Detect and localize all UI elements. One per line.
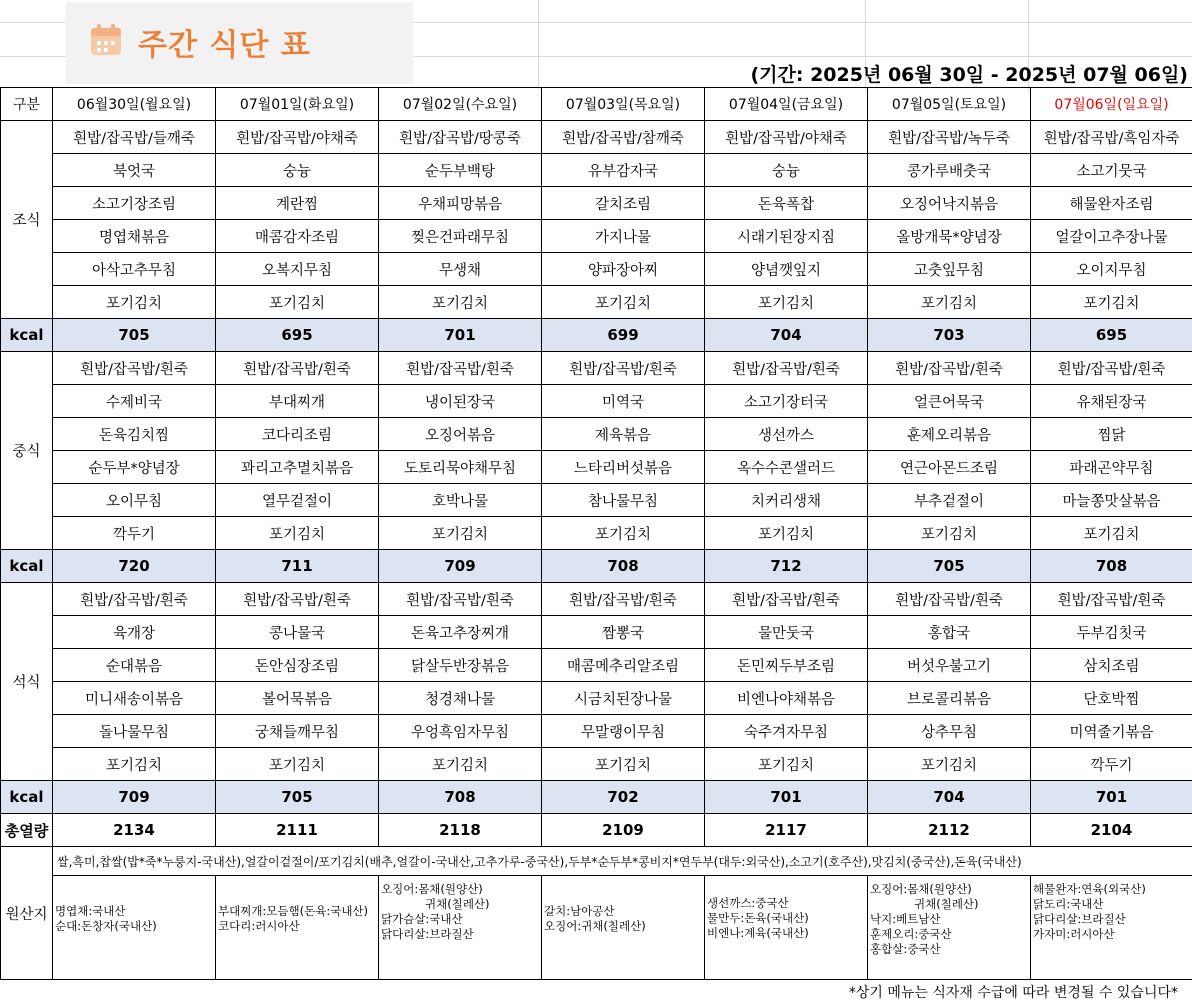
menu-cell: 치커리생채 bbox=[705, 484, 868, 517]
origin-day-cell bbox=[705, 876, 868, 980]
origin-line: 귀채(칠레산) bbox=[425, 897, 490, 911]
menu-cell: 소고기장조림 bbox=[53, 187, 216, 220]
menu-cell: 오징어낙지볶음 bbox=[868, 187, 1031, 220]
menu-cell: 계란찜 bbox=[216, 187, 379, 220]
menu-cell: 흰밥/잡곡밥/흰죽 bbox=[868, 583, 1031, 616]
menu-cell: 매콤감자조림 bbox=[216, 220, 379, 253]
origin-common-row bbox=[1, 847, 1192, 876]
menu-cell: 미역국 bbox=[542, 385, 705, 418]
menu-row bbox=[1, 517, 1192, 550]
origin-line: 훈제오리:중국산 bbox=[870, 927, 952, 941]
menu-cell: 포기김치 bbox=[705, 517, 868, 550]
menu-cell: 순대볶음 bbox=[53, 649, 216, 682]
total-value: 2134 bbox=[53, 814, 216, 847]
kcal-value: 701 bbox=[379, 319, 542, 352]
origin-line: 명엽채:국내산 bbox=[55, 904, 126, 918]
origin-day-cell bbox=[379, 876, 542, 980]
menu-cell: 포기김치 bbox=[53, 748, 216, 781]
menu-cell: 버섯우불고기 bbox=[868, 649, 1031, 682]
menu-row bbox=[1, 715, 1192, 748]
menu-row bbox=[1, 748, 1192, 781]
menu-cell: 포기김치 bbox=[1031, 286, 1192, 319]
origin-line: 닭가슴살:국내산 bbox=[381, 912, 463, 926]
origin-line: 닭다리살:브라질산 bbox=[1033, 912, 1126, 926]
menu-cell: 흰밥/잡곡밥/흰죽 bbox=[53, 352, 216, 385]
menu-cell: 짬뽕국 bbox=[542, 616, 705, 649]
origin-day-cell bbox=[1031, 876, 1192, 980]
menu-cell: 청경채나물 bbox=[379, 682, 542, 715]
menu-cell: 돌나물무침 bbox=[53, 715, 216, 748]
menu-cell: 가지나물 bbox=[542, 220, 705, 253]
origin-day-row bbox=[1, 876, 1192, 980]
kcal-value: 720 bbox=[53, 550, 216, 583]
kcal-value: 695 bbox=[1031, 319, 1192, 352]
menu-cell: 도토리묵야채무침 bbox=[379, 451, 542, 484]
menu-cell: 순두부*양념장 bbox=[53, 451, 216, 484]
menu-cell: 오징어볶음 bbox=[379, 418, 542, 451]
menu-row bbox=[1, 583, 1192, 616]
menu-cell: 브로콜리볶음 bbox=[868, 682, 1031, 715]
menu-cell: 유채된장국 bbox=[1031, 385, 1192, 418]
title-banner bbox=[66, 2, 413, 84]
menu-cell: 흰밥/잡곡밥/야채죽 bbox=[705, 121, 868, 154]
total-value: 2111 bbox=[216, 814, 379, 847]
menu-cell: 돈육김치찜 bbox=[53, 418, 216, 451]
menu-cell: 포기김치 bbox=[542, 517, 705, 550]
menu-row bbox=[1, 352, 1192, 385]
menu-cell: 찜닭 bbox=[1031, 418, 1192, 451]
day-header: 06월30일(월요일) bbox=[53, 88, 216, 121]
menu-cell: 흰밥/잡곡밥/흰죽 bbox=[379, 352, 542, 385]
menu-cell: 소고기뭇국 bbox=[1031, 154, 1192, 187]
kcal-value: 708 bbox=[379, 781, 542, 814]
menu-cell: 흰밥/잡곡밥/흰죽 bbox=[1031, 583, 1192, 616]
footnote: *상기 메뉴는 식자재 수급에 따라 변경될 수 있습니다* bbox=[848, 985, 1178, 1001]
menu-cell: 얼큰어묵국 bbox=[868, 385, 1031, 418]
menu-cell: 포기김치 bbox=[216, 748, 379, 781]
menu-cell: 흰밥/잡곡밥/흰죽 bbox=[542, 583, 705, 616]
menu-cell: 올방개묵*양념장 bbox=[868, 220, 1031, 253]
menu-cell: 포기김치 bbox=[216, 517, 379, 550]
kcal-value: 708 bbox=[542, 550, 705, 583]
period-range: (기간: 2025년 06월 30일 - 2025년 07월 06일) bbox=[750, 64, 1188, 86]
menu-cell: 상추무침 bbox=[868, 715, 1031, 748]
menu-row bbox=[1, 220, 1192, 253]
menu-cell: 매콤메추리알조림 bbox=[542, 649, 705, 682]
menu-cell: 찢은건파래무침 bbox=[379, 220, 542, 253]
day-header: 07월04일(금요일) bbox=[705, 88, 868, 121]
menu-cell: 해물완자조림 bbox=[1031, 187, 1192, 220]
menu-cell: 호박나물 bbox=[379, 484, 542, 517]
menu-cell: 생선까스 bbox=[705, 418, 868, 451]
menu-cell: 흰밥/잡곡밥/흰죽 bbox=[379, 583, 542, 616]
menu-cell: 볼어묵볶음 bbox=[216, 682, 379, 715]
menu-cell: 궁채들깨무침 bbox=[216, 715, 379, 748]
origin-day-cell bbox=[53, 876, 216, 980]
weekly-menu-table bbox=[0, 87, 1192, 980]
menu-cell: 닭살두반장볶음 bbox=[379, 649, 542, 682]
menu-cell: 소고기장터국 bbox=[705, 385, 868, 418]
origin-line: 귀채(칠레산) bbox=[914, 897, 979, 911]
menu-cell: 흰밥/잡곡밥/땅콩죽 bbox=[379, 121, 542, 154]
menu-cell: 훈제오리볶음 bbox=[868, 418, 1031, 451]
kcal-value: 703 bbox=[868, 319, 1031, 352]
day-header: 07월05일(토요일) bbox=[868, 88, 1031, 121]
menu-cell: 옥수수콘샐러드 bbox=[705, 451, 868, 484]
menu-cell: 흰밥/잡곡밥/흰죽 bbox=[542, 352, 705, 385]
kcal-value: 705 bbox=[53, 319, 216, 352]
total-value: 2104 bbox=[1031, 814, 1192, 847]
menu-cell: 파래곤약무침 bbox=[1031, 451, 1192, 484]
origin-line: 홍합살:중국산 bbox=[870, 942, 941, 956]
menu-row bbox=[1, 484, 1192, 517]
kcal-value: 701 bbox=[1031, 781, 1192, 814]
origin-day-cell bbox=[868, 876, 1031, 980]
menu-cell: 미니새송이볶음 bbox=[53, 682, 216, 715]
origin-line: 코다리:러시아산 bbox=[218, 919, 300, 933]
origin-label: 원산지 bbox=[1, 847, 53, 980]
header-row bbox=[1, 88, 1192, 121]
kcal-value: 708 bbox=[1031, 550, 1192, 583]
menu-row bbox=[1, 385, 1192, 418]
kcal-value: 711 bbox=[216, 550, 379, 583]
menu-cell: 돈안심장조림 bbox=[216, 649, 379, 682]
day-header: 07월02일(수요일) bbox=[379, 88, 542, 121]
menu-cell: 콩나물국 bbox=[216, 616, 379, 649]
origin-line: 닭다리살:브라질산 bbox=[381, 927, 474, 941]
menu-cell: 포기김치 bbox=[379, 517, 542, 550]
menu-row bbox=[1, 121, 1192, 154]
menu-cell: 숭늉 bbox=[705, 154, 868, 187]
kcal-label: kcal bbox=[1, 319, 53, 352]
kcal-value: 702 bbox=[542, 781, 705, 814]
menu-row bbox=[1, 616, 1192, 649]
origin-line: 갈치:남아공산 bbox=[544, 904, 615, 918]
menu-cell: 포기김치 bbox=[705, 748, 868, 781]
origin-day-cell bbox=[216, 876, 379, 980]
menu-cell: 얼갈이고추장나물 bbox=[1031, 220, 1192, 253]
menu-cell: 흰밥/잡곡밥/흰죽 bbox=[216, 352, 379, 385]
menu-cell: 수제비국 bbox=[53, 385, 216, 418]
menu-cell: 포기김치 bbox=[379, 748, 542, 781]
menu-row bbox=[1, 253, 1192, 286]
menu-cell: 흰밥/잡곡밥/흰죽 bbox=[705, 352, 868, 385]
total-value: 2109 bbox=[542, 814, 705, 847]
menu-cell: 삼치조림 bbox=[1031, 649, 1192, 682]
menu-cell: 느타리버섯볶음 bbox=[542, 451, 705, 484]
dinner-label: 석식 bbox=[1, 583, 53, 781]
menu-cell: 양파장아찌 bbox=[542, 253, 705, 286]
menu-cell: 비엔나야채볶음 bbox=[705, 682, 868, 715]
menu-cell: 포기김치 bbox=[868, 517, 1031, 550]
kcal-label: kcal bbox=[1, 781, 53, 814]
menu-row bbox=[1, 682, 1192, 715]
menu-cell: 두부김칫국 bbox=[1031, 616, 1192, 649]
menu-cell: 흰밥/잡곡밥/흰죽 bbox=[1031, 352, 1192, 385]
menu-cell: 숙주겨자무침 bbox=[705, 715, 868, 748]
kcal-value: 699 bbox=[542, 319, 705, 352]
origin-line: 오징어:몸채(원양산) bbox=[381, 882, 483, 896]
origin-line: 오징어:귀채(칠레산) bbox=[544, 919, 646, 933]
total-label: 총열량 bbox=[1, 814, 53, 847]
menu-cell: 명엽채볶음 bbox=[53, 220, 216, 253]
kcal-value: 704 bbox=[868, 781, 1031, 814]
menu-cell: 물만둣국 bbox=[705, 616, 868, 649]
category-header: 구분 bbox=[1, 88, 53, 121]
menu-cell: 깍두기 bbox=[1031, 748, 1192, 781]
menu-cell: 흰밥/잡곡밥/흑임자죽 bbox=[1031, 121, 1192, 154]
kcal-label: kcal bbox=[1, 550, 53, 583]
menu-cell: 연근아몬드조림 bbox=[868, 451, 1031, 484]
menu-cell: 우엉흑임자무침 bbox=[379, 715, 542, 748]
breakfast-kcal-row bbox=[1, 319, 1192, 352]
menu-cell: 아삭고추무침 bbox=[53, 253, 216, 286]
menu-cell: 미역줄기볶음 bbox=[1031, 715, 1192, 748]
origin-line: 해물완자:연육(외국산) bbox=[1033, 882, 1146, 896]
total-kcal-row bbox=[1, 814, 1192, 847]
menu-cell: 흰밥/잡곡밥/흰죽 bbox=[705, 583, 868, 616]
menu-cell: 돈육고추장찌개 bbox=[379, 616, 542, 649]
kcal-value: 709 bbox=[379, 550, 542, 583]
origin-line: 부대찌개:모듬햄(돈육:국내산) bbox=[218, 904, 369, 918]
menu-cell: 무말랭이무침 bbox=[542, 715, 705, 748]
menu-cell: 포기김치 bbox=[705, 286, 868, 319]
menu-cell: 흰밥/잡곡밥/야채죽 bbox=[216, 121, 379, 154]
menu-cell: 참나물무침 bbox=[542, 484, 705, 517]
menu-cell: 흰밥/잡곡밥/흰죽 bbox=[216, 583, 379, 616]
menu-cell: 양념깻잎지 bbox=[705, 253, 868, 286]
origin-line: 오징어:몸채(원양산) bbox=[870, 882, 972, 896]
menu-cell: 포기김치 bbox=[379, 286, 542, 319]
kcal-value: 695 bbox=[216, 319, 379, 352]
origin-line: 물만두:돈육(국내산) bbox=[707, 911, 809, 925]
menu-cell: 고춧잎무침 bbox=[868, 253, 1031, 286]
menu-row bbox=[1, 154, 1192, 187]
menu-cell: 포기김치 bbox=[868, 748, 1031, 781]
page-title: 주간 식단 표 bbox=[138, 28, 311, 63]
menu-cell: 깍두기 bbox=[53, 517, 216, 550]
kcal-value: 712 bbox=[705, 550, 868, 583]
total-value: 2117 bbox=[705, 814, 868, 847]
menu-cell: 제육볶음 bbox=[542, 418, 705, 451]
menu-cell: 오이지무침 bbox=[1031, 253, 1192, 286]
kcal-value: 705 bbox=[868, 550, 1031, 583]
day-header: 07월01일(화요일) bbox=[216, 88, 379, 121]
kcal-value: 705 bbox=[216, 781, 379, 814]
menu-cell: 돈육폭찹 bbox=[705, 187, 868, 220]
menu-cell: 육개장 bbox=[53, 616, 216, 649]
menu-cell: 흰밥/잡곡밥/흰죽 bbox=[868, 352, 1031, 385]
menu-cell: 포기김치 bbox=[53, 286, 216, 319]
menu-cell: 흰밥/잡곡밥/흰죽 bbox=[53, 583, 216, 616]
menu-cell: 돈민찌두부조림 bbox=[705, 649, 868, 682]
menu-cell: 포기김치 bbox=[542, 286, 705, 319]
kcal-value: 701 bbox=[705, 781, 868, 814]
menu-cell: 홍합국 bbox=[868, 616, 1031, 649]
menu-cell: 시래기된장지짐 bbox=[705, 220, 868, 253]
menu-cell: 포기김치 bbox=[1031, 517, 1192, 550]
menu-cell: 갈치조림 bbox=[542, 187, 705, 220]
kcal-value: 704 bbox=[705, 319, 868, 352]
menu-cell: 순두부백탕 bbox=[379, 154, 542, 187]
menu-cell: 마늘쫑맛살볶음 bbox=[1031, 484, 1192, 517]
menu-row bbox=[1, 286, 1192, 319]
day-header: 07월06일(일요일) bbox=[1031, 88, 1192, 121]
origin-line: 순대:돈창자(국내산) bbox=[55, 919, 157, 933]
dinner-kcal-row bbox=[1, 781, 1192, 814]
total-value: 2112 bbox=[868, 814, 1031, 847]
menu-row bbox=[1, 187, 1192, 220]
menu-cell: 포기김치 bbox=[542, 748, 705, 781]
menu-cell: 포기김치 bbox=[216, 286, 379, 319]
menu-cell: 부대찌개 bbox=[216, 385, 379, 418]
origin-line: 비엔나:계육(국내산) bbox=[707, 926, 809, 940]
menu-cell: 오복지무침 bbox=[216, 253, 379, 286]
total-value: 2118 bbox=[379, 814, 542, 847]
menu-cell: 코다리조림 bbox=[216, 418, 379, 451]
menu-cell: 냉이된장국 bbox=[379, 385, 542, 418]
origin-line: 낙지:베트남산 bbox=[870, 912, 941, 926]
origin-day-cell bbox=[542, 876, 705, 980]
menu-cell: 흰밥/잡곡밥/녹두죽 bbox=[868, 121, 1031, 154]
menu-cell: 포기김치 bbox=[868, 286, 1031, 319]
menu-cell: 무생채 bbox=[379, 253, 542, 286]
origin-line: 닭도리:국내산 bbox=[1033, 897, 1104, 911]
origin-line: 생선까스:중국산 bbox=[707, 896, 789, 910]
origin-line: 가자미:러시아산 bbox=[1033, 927, 1115, 941]
menu-cell: 부추겉절이 bbox=[868, 484, 1031, 517]
menu-cell: 열무겉절이 bbox=[216, 484, 379, 517]
calendar-icon bbox=[88, 22, 124, 62]
menu-cell: 흰밥/잡곡밥/참깨죽 bbox=[542, 121, 705, 154]
kcal-value: 709 bbox=[53, 781, 216, 814]
origin-common: 쌀,흑미,찹쌀(밥*죽*누룽지-국내산),얼갈이겉절이/포기김치(배추,얼갈이-국내산,고추가루-중국산),두부*순두부*콩비지*연두부(대두:외국산),소고기(호주산),맛김치(중국산),돈육(국내산) bbox=[53, 847, 1192, 876]
lunch-kcal-row bbox=[1, 550, 1192, 583]
menu-cell: 유부감자국 bbox=[542, 154, 705, 187]
menu-row bbox=[1, 418, 1192, 451]
lunch-label: 중식 bbox=[1, 352, 53, 550]
menu-row bbox=[1, 649, 1192, 682]
sheet-gridline bbox=[538, 0, 539, 90]
breakfast-label: 조식 bbox=[1, 121, 53, 319]
menu-cell: 시금치된장나물 bbox=[542, 682, 705, 715]
menu-row bbox=[1, 451, 1192, 484]
menu-cell: 우채피망볶음 bbox=[379, 187, 542, 220]
menu-cell: 숭늉 bbox=[216, 154, 379, 187]
menu-cell: 오이무침 bbox=[53, 484, 216, 517]
menu-cell: 흰밥/잡곡밥/들깨죽 bbox=[53, 121, 216, 154]
menu-cell: 북엇국 bbox=[53, 154, 216, 187]
menu-cell: 꽈리고추멸치볶음 bbox=[216, 451, 379, 484]
day-header: 07월03일(목요일) bbox=[542, 88, 705, 121]
menu-cell: 단호박찜 bbox=[1031, 682, 1192, 715]
menu-cell: 콩가루배춧국 bbox=[868, 154, 1031, 187]
